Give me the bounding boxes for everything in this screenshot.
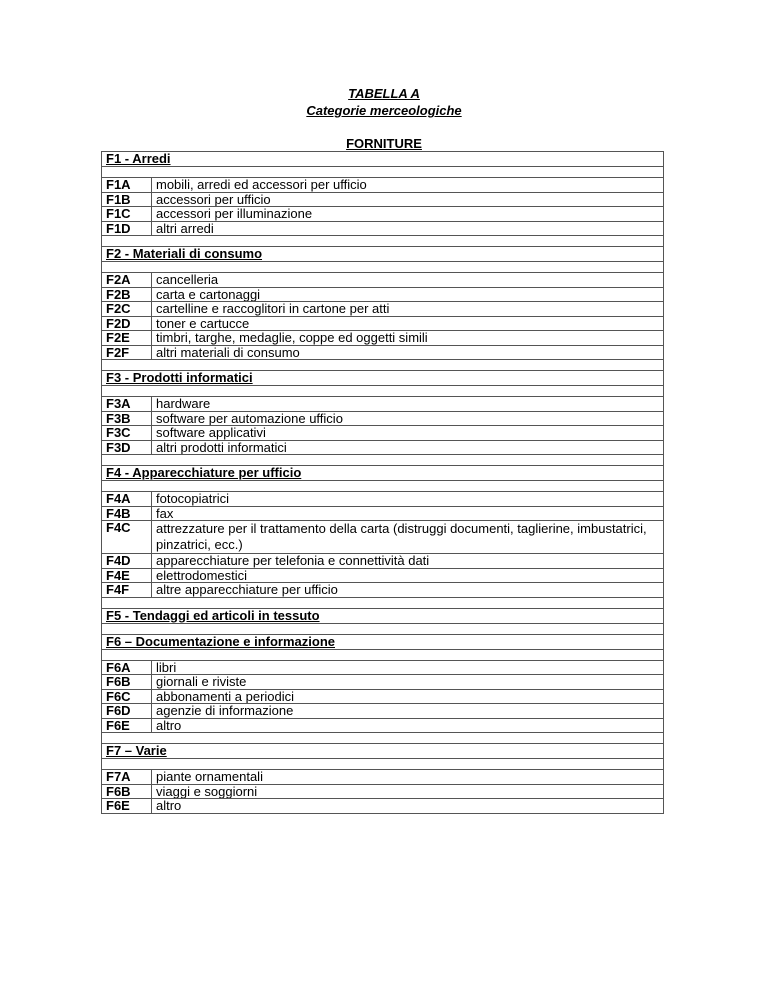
item-code: F3D: [102, 440, 152, 455]
item-description: cancelleria: [152, 273, 664, 288]
item-description: agenzie di informazione: [152, 704, 664, 719]
section-row: [102, 466, 664, 481]
section-row: [102, 371, 664, 386]
item-code: F6E: [102, 799, 152, 814]
spacer-cell: [102, 236, 664, 247]
item-description: toner e cartucce: [152, 316, 664, 331]
spacer-cell: [102, 759, 664, 770]
categories-table-body: [102, 152, 664, 814]
spacer-cell: [102, 623, 664, 634]
spacer-cell: [102, 733, 664, 744]
table-row: [102, 568, 664, 583]
spacer-row: [102, 360, 664, 371]
section-title: F6 – Documentazione e informazione: [102, 634, 664, 649]
item-description: abbonamenti a periodici: [152, 689, 664, 704]
table-row: [102, 397, 664, 412]
item-code: F6C: [102, 689, 152, 704]
item-code: F3B: [102, 411, 152, 426]
spacer-row: [102, 759, 664, 770]
item-code: F6E: [102, 718, 152, 733]
table-row: [102, 660, 664, 675]
spacer-cell: [102, 360, 664, 371]
table-row: [102, 316, 664, 331]
spacer-row: [102, 386, 664, 397]
item-description: accessori per ufficio: [152, 192, 664, 207]
section-row: [102, 744, 664, 759]
spacer-cell: [102, 481, 664, 492]
section-title: F5 - Tendaggi ed articoli in tessuto: [102, 608, 664, 623]
item-description: altri prodotti informatici: [152, 440, 664, 455]
table-row: [102, 331, 664, 346]
item-code: F3A: [102, 397, 152, 412]
item-description: libri: [152, 660, 664, 675]
spacer-cell: [102, 597, 664, 608]
item-code: F6A: [102, 660, 152, 675]
section-title: F7 – Varie: [102, 744, 664, 759]
item-code: F4E: [102, 568, 152, 583]
document-title: TABELLA A: [348, 86, 420, 101]
table-row: [102, 302, 664, 317]
table-row: [102, 718, 664, 733]
item-code: F2C: [102, 302, 152, 317]
table-row: [102, 426, 664, 441]
section-row: [102, 247, 664, 262]
item-description: software per automazione ufficio: [152, 411, 664, 426]
spacer-row: [102, 262, 664, 273]
spacer-cell: [102, 167, 664, 178]
item-code: F6D: [102, 704, 152, 719]
table-row: [102, 273, 664, 288]
categories-table: [101, 151, 664, 814]
spacer-row: [102, 167, 664, 178]
spacer-row: [102, 597, 664, 608]
table-row: [102, 506, 664, 521]
section-row: [102, 152, 664, 167]
item-description: fotocopiatrici: [152, 492, 664, 507]
item-description: mobili, arredi ed accessori per ufficio: [152, 178, 664, 193]
section-title: F1 - Arredi: [102, 152, 664, 167]
table-row: [102, 784, 664, 799]
item-code: F2F: [102, 345, 152, 360]
item-code: F4D: [102, 554, 152, 569]
item-description: carta e cartonaggi: [152, 287, 664, 302]
table-row: [102, 770, 664, 785]
spacer-row: [102, 481, 664, 492]
spacer-row: [102, 236, 664, 247]
spacer-cell: [102, 649, 664, 660]
table-row: [102, 440, 664, 455]
table-row: [102, 345, 664, 360]
section-row: [102, 608, 664, 623]
item-description: cartelline e raccoglitori in cartone per atti: [152, 302, 664, 317]
section-heading: FORNITURE: [346, 136, 422, 151]
table-row: [102, 221, 664, 236]
table-row: [102, 178, 664, 193]
item-code: F1C: [102, 207, 152, 222]
item-description: altri arredi: [152, 221, 664, 236]
item-description: attrezzature per il trattamento della carta (distruggi documenti, taglierine, imbustatrici, pinzatrici, ecc.): [152, 521, 664, 554]
item-code: F3C: [102, 426, 152, 441]
table-row: [102, 192, 664, 207]
item-code: F6B: [102, 784, 152, 799]
item-description: timbri, targhe, medaglie, coppe ed oggetti simili: [152, 331, 664, 346]
item-description: altri materiali di consumo: [152, 345, 664, 360]
section-title: F2 - Materiali di consumo: [102, 247, 664, 262]
item-description: accessori per illuminazione: [152, 207, 664, 222]
spacer-row: [102, 623, 664, 634]
item-description: fax: [152, 506, 664, 521]
item-code: F2D: [102, 316, 152, 331]
spacer-cell: [102, 455, 664, 466]
item-code: F4A: [102, 492, 152, 507]
item-description: elettrodomestici: [152, 568, 664, 583]
item-code: F4B: [102, 506, 152, 521]
item-description: altro: [152, 799, 664, 814]
table-row: [102, 521, 664, 554]
spacer-cell: [102, 386, 664, 397]
table-row: [102, 554, 664, 569]
item-code: F2A: [102, 273, 152, 288]
spacer-row: [102, 649, 664, 660]
item-description: piante ornamentali: [152, 770, 664, 785]
document-subtitle: Categorie merceologiche: [306, 103, 462, 118]
item-code: F6B: [102, 675, 152, 690]
spacer-cell: [102, 262, 664, 273]
section-row: [102, 634, 664, 649]
table-row: [102, 799, 664, 814]
item-code: F2E: [102, 331, 152, 346]
table-row: [102, 704, 664, 719]
section-title: F4 - Apparecchiature per ufficio: [102, 466, 664, 481]
item-description: software applicativi: [152, 426, 664, 441]
item-code: F1A: [102, 178, 152, 193]
table-row: [102, 287, 664, 302]
spacer-row: [102, 733, 664, 744]
item-description: giornali e riviste: [152, 675, 664, 690]
spacer-row: [102, 455, 664, 466]
table-row: [102, 411, 664, 426]
table-row: [102, 492, 664, 507]
table-row: [102, 583, 664, 598]
item-code: F7A: [102, 770, 152, 785]
item-code: F1D: [102, 221, 152, 236]
item-code: F2B: [102, 287, 152, 302]
table-row: [102, 207, 664, 222]
item-code: F4F: [102, 583, 152, 598]
item-description: apparecchiature per telefonia e connettività dati: [152, 554, 664, 569]
item-description: hardware: [152, 397, 664, 412]
item-description: altro: [152, 718, 664, 733]
section-title: F3 - Prodotti informatici: [102, 371, 664, 386]
item-code: F4C: [102, 521, 152, 554]
item-code: F1B: [102, 192, 152, 207]
table-row: [102, 675, 664, 690]
table-row: [102, 689, 664, 704]
item-description: altre apparecchiature per ufficio: [152, 583, 664, 598]
item-description: viaggi e soggiorni: [152, 784, 664, 799]
